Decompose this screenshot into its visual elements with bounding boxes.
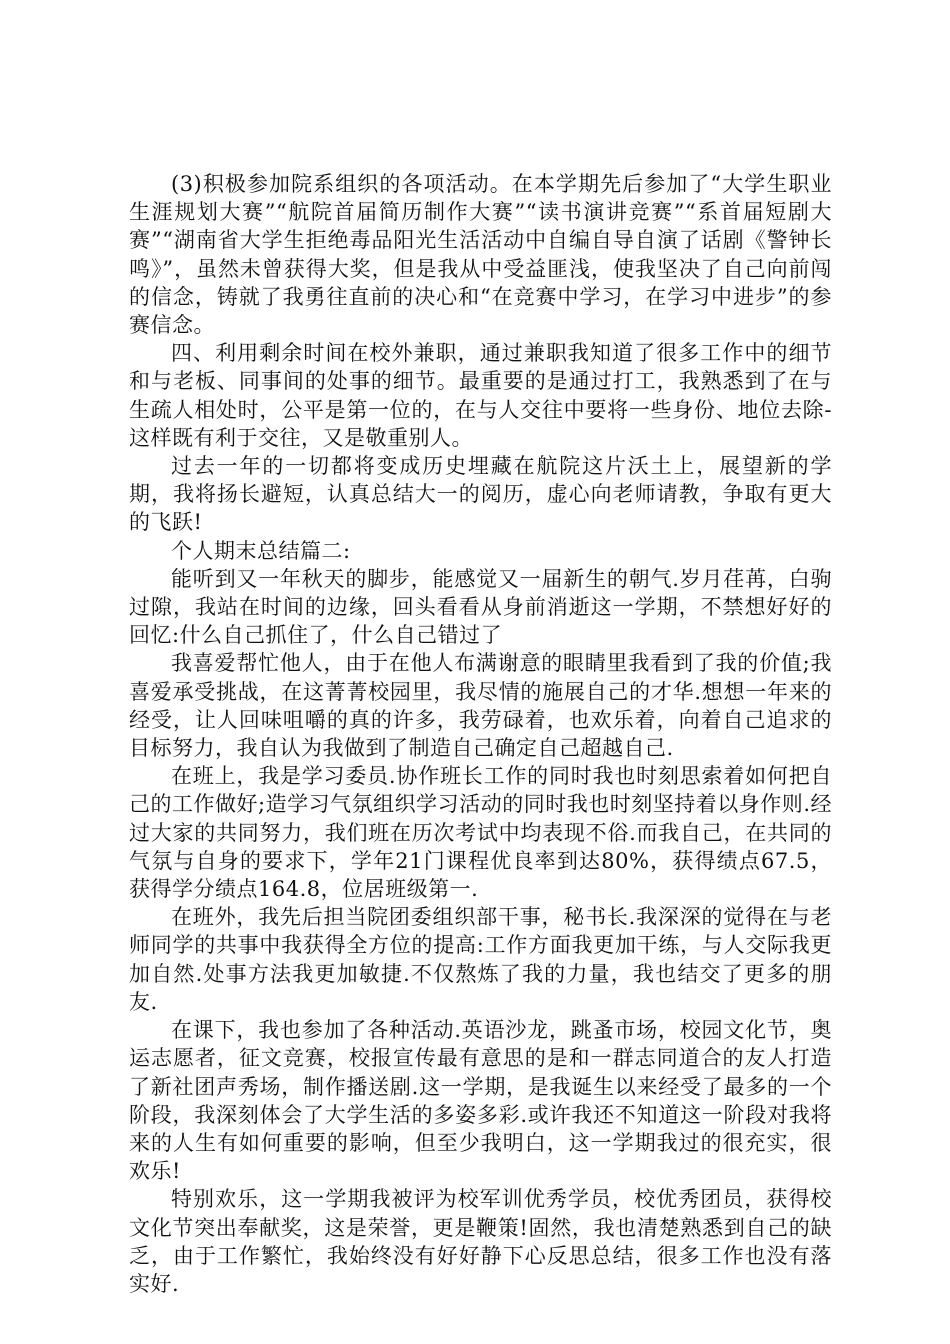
- paragraph-after-class: 在课下，我也参加了各种活动.英语沙龙，跳蚤市场，校园文化节，奥运志愿者，征文竞赛，校报宣传最有意思的是和一群志同道合的友人打造了新社团声秀场，制作播送剧.这一学期，是我诞生以来经受了最多的一个阶段，我深刻体会了大学生活的多姿多彩.或许我还不知道这一阶段对我将来的人生有如何重要的影响，但至少我明白，这一学期我过的很充实，很欢乐!: [129, 1018, 832, 1184]
- paragraph-part-time-job: 四、利用剩余时间在校外兼职，通过兼职我知道了很多工作中的细节和与老板、同事间的处事的细节。最重要的是通过打工，我熟悉到了在与生疏人相处时，公平是第一位的，在与人交往中要将一些身份、地位去除-这样既有利于交往，又是敬重别人。: [129, 341, 832, 450]
- paragraph-helping-others: 我喜爱帮忙他人，由于在他人布满谢意的眼睛里我看到了我的价值;我喜爱承受挑战，在这菁菁校园里，我尽情的施展自己的才华.想想一年来的经受，让人回味咀嚼的真的许多，我劳碌着，也欢乐着，向着自己追求的目标努力，我自认为我做到了制造自己确定自己超越自己.: [129, 651, 832, 761]
- document-body: [129, 170, 832, 1298]
- section-heading: 个人期末总结篇二:: [171, 538, 351, 563]
- paragraph-autumn: 能听到又一年秋天的脚步，能感觉又一届新生的朝气.岁月荏苒，白驹过隙，我站在时间的边缘，回头看看从身前消逝这一学期，不禁想好好的回忆:什么自己抓住了，什么自己错过了: [129, 566, 832, 648]
- paragraph-honors: 特别欢乐，这一学期我被评为校军训优秀学员，校优秀团员，获得校文化节突出奉献奖，这是荣誉，更是鞭策!固然，我也清楚熟悉到自己的缺乏，由于工作繁忙，我始终没有好好静下心反思总结，很多工作也没有落实好.: [129, 1187, 832, 1296]
- paragraph-activities: (3)积极参加院系组织的各项活动。在本学期先后参加了“大学生职业生涯规划大赛”“航院首届简历制作大赛”“读书演讲竞赛”“系首届短剧大赛”“湖南省大学生拒绝毒品阳光生活活动中自编自导自演了话剧《警钟长鸣》”，虽然未曾获得大奖，但是我从中受益匪浅，使我坚决了自己向前闯的信念，铸就了我勇往直前的决心和“在竞赛中学习，在学习中进步”的参赛信念。: [129, 172, 832, 338]
- paragraph-looking-ahead: 过去一年的一切都将变成历史埋藏在航院这片沃土上，展望新的学期，我将扬长避短，认真总结大一的阅历，虚心向老师请教，争取有更大的飞跃!: [129, 454, 832, 535]
- paragraph-outside-class: 在班外，我先后担当院团委组织部干事，秘书长.我深深的觉得在与老师同学的共事中我获得全方位的提高:工作方面我更加干练，与人交际我更加自然.处事方法我更加敏捷.不仅熬炼了我的力量，我也结交了更多的朋友.: [129, 905, 832, 1014]
- paragraph-in-class: 在班上，我是学习委员.协作班长工作的同时我也时刻思索着如何把自己的工作做好;造学习气氛组织学习活动的同时我也时刻坚持着以身作则.经过大家的共同努力，我们班在历次考试中均表现不俗.而我自己，在共同的气氛与自身的要求下，学年21门课程优良率到达80%，获得绩点67.5，获得学分绩点164.8，位居班级第一.: [129, 764, 832, 902]
